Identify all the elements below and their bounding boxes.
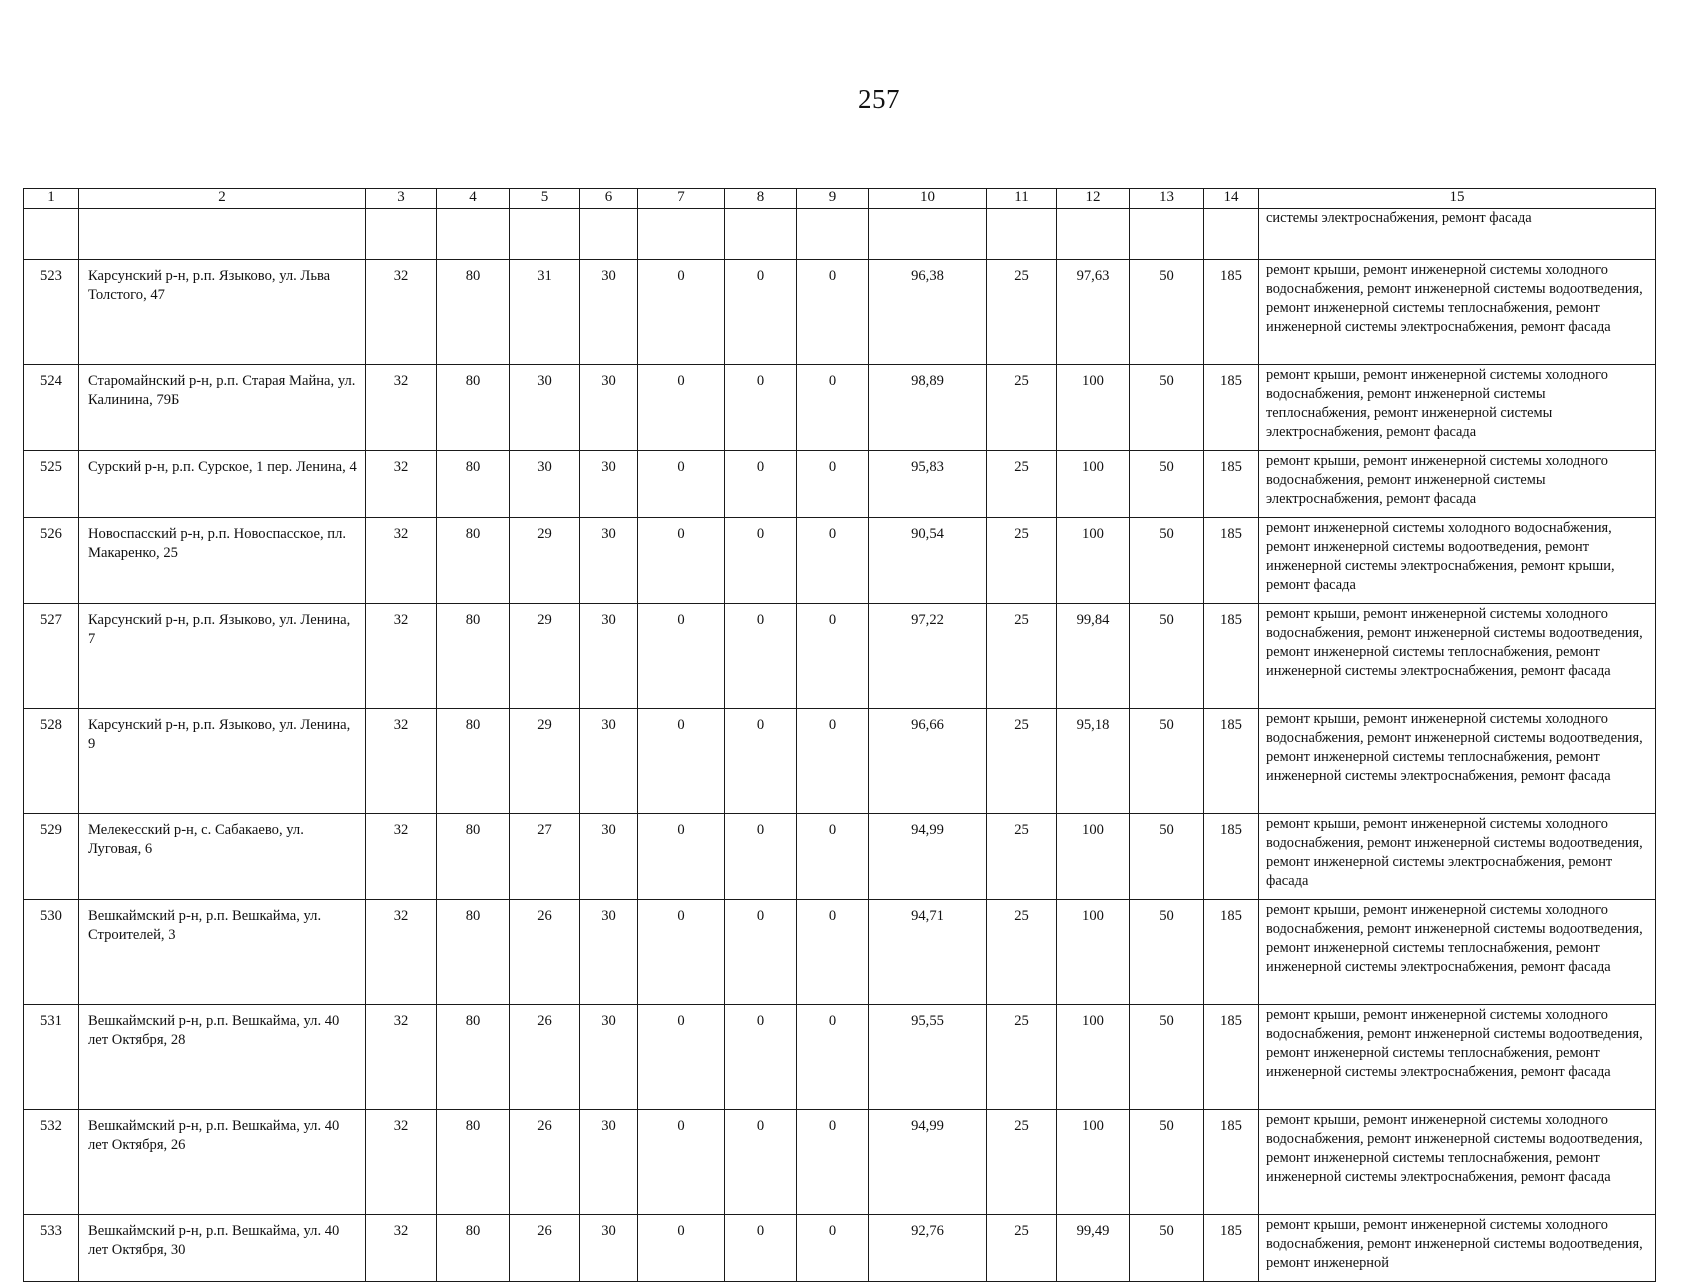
cell-col-8: 0	[725, 1110, 797, 1215]
cell-row-number: 527	[24, 604, 79, 709]
cell-col-7: 0	[638, 604, 725, 709]
cell-col-11: 25	[987, 604, 1057, 709]
cell-col-6: 30	[580, 709, 638, 814]
cell-work-types: ремонт крыши, ремонт инженерной системы холодного водоснабжения, ремонт инженерной системы водоотведения, ремонт инженерной системы теплоснабжения, ремонт инженерной системы электроснабжения, ремонт фасада	[1259, 709, 1656, 814]
cell-col-10: 95,83	[869, 451, 987, 518]
cell-col-11: 25	[987, 260, 1057, 365]
column-header-3: 3	[366, 189, 437, 209]
cell-col-4: 80	[437, 814, 510, 900]
cell-col-3: 32	[366, 814, 437, 900]
cell-row-number: 526	[24, 518, 79, 604]
cell-col-5: 29	[510, 604, 580, 709]
cell-address: Вешкаймский р-н, р.п. Вешкайма, ул. 40 лет Октября, 30	[79, 1215, 366, 1282]
cell-row-number: 531	[24, 1005, 79, 1110]
cell-col-8: 0	[725, 814, 797, 900]
cell-col-9: 0	[797, 900, 869, 1005]
cell-col-7: 0	[638, 1005, 725, 1110]
cell-col-4: 80	[437, 1110, 510, 1215]
cell-col-6: 30	[580, 900, 638, 1005]
cell-col-13: 50	[1130, 365, 1204, 451]
cell-col-8: 0	[725, 260, 797, 365]
cell-col-7: 0	[638, 900, 725, 1005]
cell-work-types: ремонт крыши, ремонт инженерной системы холодного водоснабжения, ремонт инженерной системы водоотведения, ремонт инженерной системы теплоснабжения, ремонт инженерной системы электроснабжения, ремонт фасада	[1259, 1110, 1656, 1215]
cell-col-14: 185	[1204, 900, 1259, 1005]
table-row	[24, 900, 1656, 1005]
cell-col-9: 0	[797, 1110, 869, 1215]
cell-col-7: 0	[638, 518, 725, 604]
table-row	[24, 518, 1656, 604]
table-row	[24, 365, 1656, 451]
cell-col-14: 185	[1204, 260, 1259, 365]
cell-col-5: 29	[510, 518, 580, 604]
cell-col-10: 95,55	[869, 1005, 987, 1110]
column-header-11: 11	[987, 189, 1057, 209]
cell-col-7: 0	[638, 365, 725, 451]
cell-col-14: 185	[1204, 1005, 1259, 1110]
table-row	[24, 1110, 1656, 1215]
cell-col-3: 32	[366, 518, 437, 604]
column-header-14: 14	[1204, 189, 1259, 209]
cell-col-12: 100	[1057, 365, 1130, 451]
cell-col-12: 99,49	[1057, 1215, 1130, 1282]
cell-col-7: 0	[638, 1215, 725, 1282]
cell-col-12: 100	[1057, 814, 1130, 900]
cell-col-6: 30	[580, 365, 638, 451]
cell-work-types: ремонт крыши, ремонт инженерной системы холодного водоснабжения, ремонт инженерной системы водоотведения, ремонт инженерной системы теплоснабжения, ремонт инженерной системы электроснабжения, ремонт фасада	[1259, 900, 1656, 1005]
column-header-6: 6	[580, 189, 638, 209]
cell-col-13: 50	[1130, 900, 1204, 1005]
column-header-8: 8	[725, 189, 797, 209]
cell-empty	[1130, 209, 1204, 260]
cell-col-14: 185	[1204, 604, 1259, 709]
cell-row-number: 528	[24, 709, 79, 814]
cell-col-3: 32	[366, 900, 437, 1005]
cell-row-number: 533	[24, 1215, 79, 1282]
cell-col-13: 50	[1130, 1110, 1204, 1215]
cell-col-6: 30	[580, 260, 638, 365]
cell-col-7: 0	[638, 1110, 725, 1215]
cell-col-12: 97,63	[1057, 260, 1130, 365]
cell-empty	[79, 209, 366, 260]
cell-work-types: ремонт крыши, ремонт инженерной системы холодного водоснабжения, ремонт инженерной системы водоотведения, ремонт инженерной	[1259, 1215, 1656, 1282]
cell-col-8: 0	[725, 1215, 797, 1282]
cell-col-9: 0	[797, 260, 869, 365]
cell-empty	[437, 209, 510, 260]
cell-col-9: 0	[797, 365, 869, 451]
cell-col-7: 0	[638, 814, 725, 900]
cell-col-13: 50	[1130, 1005, 1204, 1110]
table-row	[24, 451, 1656, 518]
cell-col-10: 92,76	[869, 1215, 987, 1282]
cell-col-14: 185	[1204, 1215, 1259, 1282]
cell-col-9: 0	[797, 1215, 869, 1282]
cell-work-types: ремонт крыши, ремонт инженерной системы холодного водоснабжения, ремонт инженерной системы водоотведения, ремонт инженерной системы теплоснабжения, ремонт инженерной системы электроснабжения, ремонт фасада	[1259, 260, 1656, 365]
cell-address: Карсунский р-н, р.п. Языково, ул. Ленина, 7	[79, 604, 366, 709]
cell-col-4: 80	[437, 365, 510, 451]
cell-col-4: 80	[437, 1215, 510, 1282]
cell-col-12: 100	[1057, 900, 1130, 1005]
cell-col-13: 50	[1130, 451, 1204, 518]
table-row	[24, 604, 1656, 709]
cell-col-8: 0	[725, 709, 797, 814]
cell-work-types: ремонт крыши, ремонт инженерной системы холодного водоснабжения, ремонт инженерной системы водоотведения, ремонт инженерной системы теплоснабжения, ремонт инженерной системы электроснабжения, ремонт фасада	[1259, 1005, 1656, 1110]
cell-col-5: 26	[510, 1215, 580, 1282]
cell-col-11: 25	[987, 451, 1057, 518]
page-number: 257	[858, 84, 900, 114]
cell-col-5: 31	[510, 260, 580, 365]
cell-col-5: 26	[510, 1110, 580, 1215]
cell-col-14: 185	[1204, 451, 1259, 518]
cell-col-4: 80	[437, 1005, 510, 1110]
cell-empty	[987, 209, 1057, 260]
table-row	[24, 1005, 1656, 1110]
cell-address: Вешкаймский р-н, р.п. Вешкайма, ул. Строителей, 3	[79, 900, 366, 1005]
cell-col-14: 185	[1204, 814, 1259, 900]
cell-address: Мелекесский р-н, с. Сабакаево, ул. Луговая, 6	[79, 814, 366, 900]
cell-col-8: 0	[725, 604, 797, 709]
cell-col-12: 95,18	[1057, 709, 1130, 814]
cell-col-10: 90,54	[869, 518, 987, 604]
cell-col-6: 30	[580, 518, 638, 604]
cell-row-number: 523	[24, 260, 79, 365]
cell-col-10: 94,71	[869, 900, 987, 1005]
cell-empty	[869, 209, 987, 260]
cell-col-11: 25	[987, 1005, 1057, 1110]
cell-col-4: 80	[437, 260, 510, 365]
cell-col-14: 185	[1204, 1110, 1259, 1215]
cell-col-6: 30	[580, 1110, 638, 1215]
cell-address: Новоспасский р-н, р.п. Новоспасское, пл. Макаренко, 25	[79, 518, 366, 604]
cell-col-11: 25	[987, 709, 1057, 814]
column-header-13: 13	[1130, 189, 1204, 209]
cell-row-number: 532	[24, 1110, 79, 1215]
cell-address: Старомайнский р-н, р.п. Старая Майна, ул. Калинина, 79Б	[79, 365, 366, 451]
cell-col-13: 50	[1130, 604, 1204, 709]
cell-col-6: 30	[580, 604, 638, 709]
cell-col-10: 94,99	[869, 1110, 987, 1215]
cell-col-3: 32	[366, 365, 437, 451]
column-header-15: 15	[1259, 189, 1656, 209]
cell-address: Карсунский р-н, р.п. Языково, ул. Льва Толстого, 47	[79, 260, 366, 365]
cell-address: Вешкаймский р-н, р.п. Вешкайма, ул. 40 лет Октября, 26	[79, 1110, 366, 1215]
cell-col-5: 30	[510, 365, 580, 451]
cell-col-12: 99,84	[1057, 604, 1130, 709]
cell-col-5: 30	[510, 451, 580, 518]
cell-col-10: 98,89	[869, 365, 987, 451]
cell-col-3: 32	[366, 451, 437, 518]
cell-col-10: 94,99	[869, 814, 987, 900]
cell-col-3: 32	[366, 1110, 437, 1215]
continuation-row	[24, 209, 1656, 260]
table-row	[24, 1215, 1656, 1282]
cell-col-13: 50	[1130, 1215, 1204, 1282]
table-row	[24, 709, 1656, 814]
cell-col-13: 50	[1130, 518, 1204, 604]
cell-col-9: 0	[797, 1005, 869, 1110]
cell-empty	[580, 209, 638, 260]
cell-col-4: 80	[437, 604, 510, 709]
cell-col-9: 0	[797, 451, 869, 518]
cell-col-9: 0	[797, 709, 869, 814]
cell-col-14: 185	[1204, 709, 1259, 814]
cell-col-9: 0	[797, 814, 869, 900]
cell-col-5: 26	[510, 1005, 580, 1110]
cell-col-7: 0	[638, 709, 725, 814]
cell-empty	[366, 209, 437, 260]
cell-col-6: 30	[580, 814, 638, 900]
cell-col-3: 32	[366, 1005, 437, 1110]
header-row	[24, 189, 1656, 209]
cell-col-9: 0	[797, 518, 869, 604]
table-body	[24, 209, 1656, 1282]
column-header-7: 7	[638, 189, 725, 209]
cell-col-11: 25	[987, 814, 1057, 900]
cell-col-3: 32	[366, 260, 437, 365]
cell-col-12: 100	[1057, 1110, 1130, 1215]
cell-col-10: 97,22	[869, 604, 987, 709]
cell-row-number: 525	[24, 451, 79, 518]
cell-col-5: 27	[510, 814, 580, 900]
cell-empty	[797, 209, 869, 260]
column-header-12: 12	[1057, 189, 1130, 209]
cell-col-11: 25	[987, 365, 1057, 451]
cell-col-3: 32	[366, 709, 437, 814]
column-header-9: 9	[797, 189, 869, 209]
cell-work-types: системы электроснабжения, ремонт фасада	[1259, 209, 1656, 260]
cell-col-5: 29	[510, 709, 580, 814]
cell-col-4: 80	[437, 900, 510, 1005]
cell-col-8: 0	[725, 451, 797, 518]
cell-col-3: 32	[366, 1215, 437, 1282]
cell-col-4: 80	[437, 518, 510, 604]
cell-col-4: 80	[437, 451, 510, 518]
cell-col-14: 185	[1204, 365, 1259, 451]
cell-address: Сурский р-н, р.п. Сурское, 1 пер. Ленина, 4	[79, 451, 366, 518]
cell-col-9: 0	[797, 604, 869, 709]
cell-address: Вешкаймский р-н, р.п. Вешкайма, ул. 40 лет Октября, 28	[79, 1005, 366, 1110]
cell-col-6: 30	[580, 451, 638, 518]
cell-empty	[24, 209, 79, 260]
cell-col-11: 25	[987, 1110, 1057, 1215]
column-header-2: 2	[79, 189, 366, 209]
cell-col-13: 50	[1130, 709, 1204, 814]
cell-col-8: 0	[725, 518, 797, 604]
cell-col-11: 25	[987, 518, 1057, 604]
cell-work-types: ремонт крыши, ремонт инженерной системы холодного водоснабжения, ремонт инженерной системы электроснабжения, ремонт фасада	[1259, 451, 1656, 518]
cell-col-13: 50	[1130, 260, 1204, 365]
column-header-4: 4	[437, 189, 510, 209]
cell-col-7: 0	[638, 260, 725, 365]
cell-empty	[1057, 209, 1130, 260]
table-row	[24, 814, 1656, 900]
cell-col-6: 30	[580, 1215, 638, 1282]
registry-table	[23, 188, 1656, 1282]
cell-col-10: 96,66	[869, 709, 987, 814]
cell-work-types: ремонт инженерной системы холодного водоснабжения, ремонт инженерной системы водоотведения, ремонт инженерной системы электроснабжения, ремонт крыши, ремонт фасада	[1259, 518, 1656, 604]
cell-col-8: 0	[725, 365, 797, 451]
cell-col-6: 30	[580, 1005, 638, 1110]
column-header-10: 10	[869, 189, 987, 209]
column-header-1: 1	[24, 189, 79, 209]
cell-col-12: 100	[1057, 1005, 1130, 1110]
cell-col-11: 25	[987, 1215, 1057, 1282]
cell-col-11: 25	[987, 900, 1057, 1005]
cell-empty	[510, 209, 580, 260]
cell-col-14: 185	[1204, 518, 1259, 604]
cell-row-number: 530	[24, 900, 79, 1005]
cell-col-10: 96,38	[869, 260, 987, 365]
cell-empty	[1204, 209, 1259, 260]
cell-col-8: 0	[725, 1005, 797, 1110]
cell-empty	[725, 209, 797, 260]
cell-col-12: 100	[1057, 518, 1130, 604]
cell-work-types: ремонт крыши, ремонт инженерной системы холодного водоснабжения, ремонт инженерной системы водоотведения, ремонт инженерной системы теплоснабжения, ремонт инженерной системы электроснабжения, ремонт фасада	[1259, 604, 1656, 709]
cell-work-types: ремонт крыши, ремонт инженерной системы холодного водоснабжения, ремонт инженерной системы теплоснабжения, ремонт инженерной системы электроснабжения, ремонт фасада	[1259, 365, 1656, 451]
cell-row-number: 524	[24, 365, 79, 451]
cell-empty	[638, 209, 725, 260]
cell-col-5: 26	[510, 900, 580, 1005]
cell-col-3: 32	[366, 604, 437, 709]
cell-col-8: 0	[725, 900, 797, 1005]
cell-col-7: 0	[638, 451, 725, 518]
cell-address: Карсунский р-н, р.п. Языково, ул. Ленина, 9	[79, 709, 366, 814]
cell-work-types: ремонт крыши, ремонт инженерной системы холодного водоснабжения, ремонт инженерной системы водоотведения, ремонт инженерной системы электроснабжения, ремонт фасада	[1259, 814, 1656, 900]
cell-col-4: 80	[437, 709, 510, 814]
cell-row-number: 529	[24, 814, 79, 900]
cell-col-12: 100	[1057, 451, 1130, 518]
cell-col-13: 50	[1130, 814, 1204, 900]
column-header-5: 5	[510, 189, 580, 209]
table-row	[24, 260, 1656, 365]
